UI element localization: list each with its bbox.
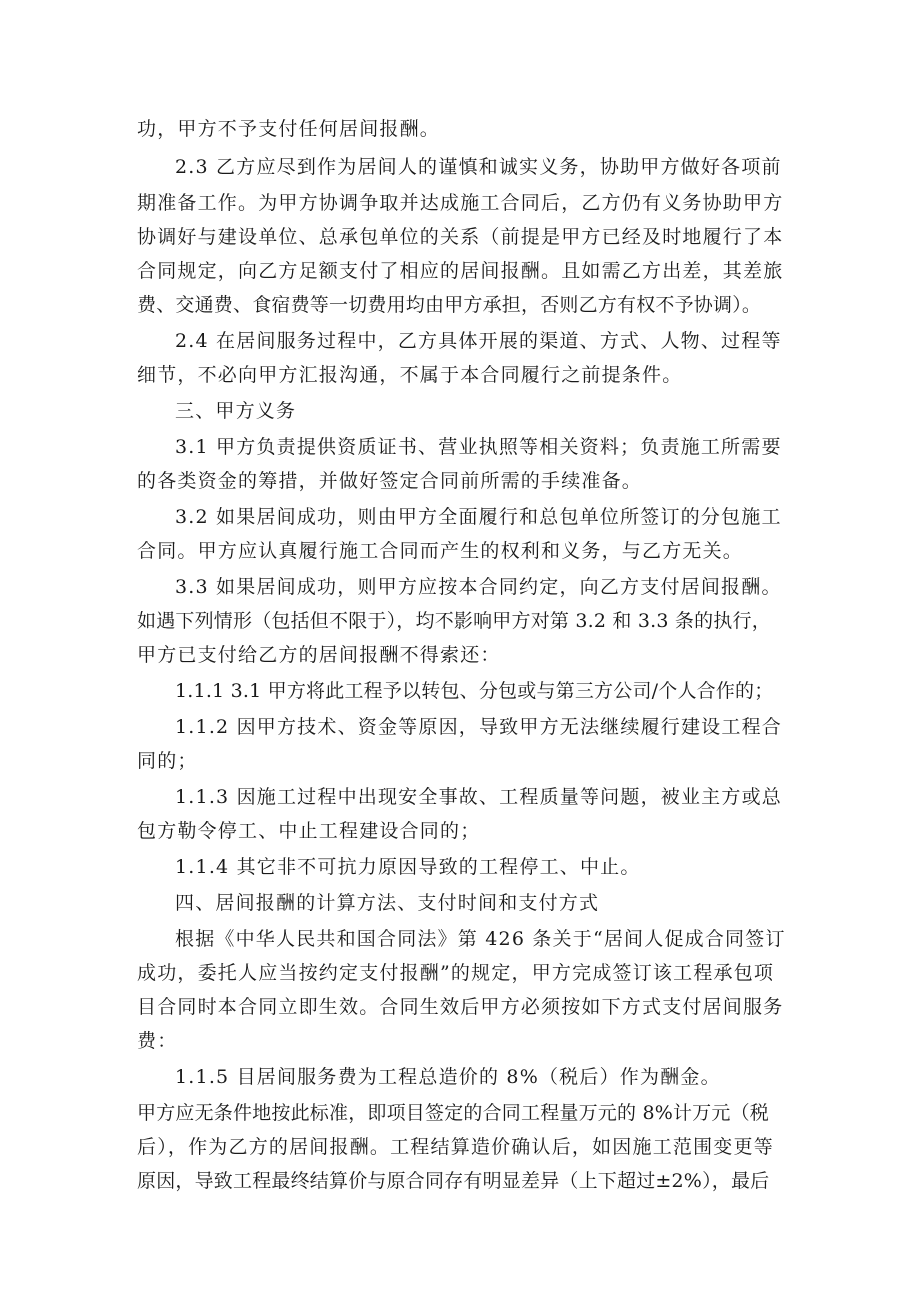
- clause-1-1-5: 1.1.5 目居间服务费为工程总造价的 8%（税后）作为酬金。: [175, 1066, 721, 1088]
- clause-3-2: 3.2 如果居间成功，则由甲方全面履行和总包单位所签订的分包施工: [175, 506, 782, 528]
- text-line: 成功，委托人应当按约定支付报酬”的规定，甲方完成签订该工程承包项: [137, 962, 775, 984]
- clause-2-4: 2.4 在居间服务过程中，乙方具体开展的渠道、方式、人物、过程等: [175, 330, 782, 352]
- text-line: 费：: [137, 1030, 178, 1052]
- text-line: 期准备工作。为甲方协调争取并达成施工合同后，乙方仍有义务协助甲方: [137, 192, 784, 214]
- clause-3-3: 3.3 如果居间成功，则甲方应按本合同约定，向乙方支付居间报酬。: [175, 576, 782, 598]
- text-line: 功，甲方不予支付任何居间报酬。: [137, 118, 441, 140]
- text-line: 包方勒令停工、中止工程建设合同的；: [137, 820, 481, 842]
- text-line: 费、交通费、食宿费等一切费用均由甲方承担，否则乙方有权不予协调）。: [137, 294, 762, 316]
- text-line: 协调好与建设单位、总承包单位的关系（前提是甲方已经及时地履行了本: [137, 226, 784, 248]
- clause-1-1-3: 1.1.3 因施工过程中出现安全事故、工程质量等问题，被业主方或总: [175, 786, 782, 808]
- clause-1-1-2: 1.1.2 因甲方技术、资金等原因，导致甲方无法继续履行建设工程合: [175, 716, 782, 738]
- text-line: 甲方应无条件地按此标准，即项目签定的合同工程量万元的 8%计万元（税: [137, 1102, 769, 1124]
- clause-1-1-4: 1.1.4 其它非不可抗力原因导致的工程停工、中止。: [175, 856, 641, 878]
- text-line: 后），作为乙方的居间报酬。工程结算造价确认后，如因施工范围变更等: [137, 1136, 774, 1158]
- text-line: 合同。甲方应认真履行施工合同而产生的权利和义务，与乙方无关。: [137, 540, 744, 562]
- text-line: 合同规定，向乙方足额支付了相应的居间报酬。且如需乙方出差，其差旅: [137, 260, 784, 282]
- text-line: 细节，不必向甲方汇报沟通，不属于本合同履行之前提条件。: [137, 364, 683, 386]
- text-line: 目合同时本合同立即生效。合同生效后甲方必须按如下方式支付居间服务: [137, 996, 784, 1018]
- clause-3-1: 3.1 甲方负责提供资质证书、营业执照等相关资料；负责施工所需要: [175, 436, 782, 458]
- text-line: 如遇下列情形（包括但不限于），均不影响甲方对第 3.2 和 3.3 条的执行，: [137, 610, 771, 632]
- paragraph-start: 根据《中华人民共和国合同法》第 426 条关于“居间人促成合同签订: [175, 928, 786, 950]
- clause-2-3: 2.3 乙方应尽到作为居间人的谨慎和诚实义务，协助甲方做好各项前: [175, 156, 782, 178]
- text-line: 原因，导致工程最终结算价与原合同存有明显差异（上下超过±2%），最后: [137, 1170, 770, 1192]
- text-line: 的各类资金的筹措，并做好签定合同前所需的手续准备。: [137, 470, 643, 492]
- text-line: 同的；: [137, 750, 198, 772]
- section-heading-3: 三、甲方义务: [175, 400, 297, 422]
- text-line: 甲方已支付给乙方的居间报酬不得索还：: [137, 644, 501, 666]
- clause-1-1-1: 1.1.1 3.1 甲方将此工程予以转包、分包或与第三方公司/个人合作的；: [175, 680, 774, 702]
- section-heading-4: 四、居间报酬的计算方法、支付时间和支付方式: [175, 892, 600, 914]
